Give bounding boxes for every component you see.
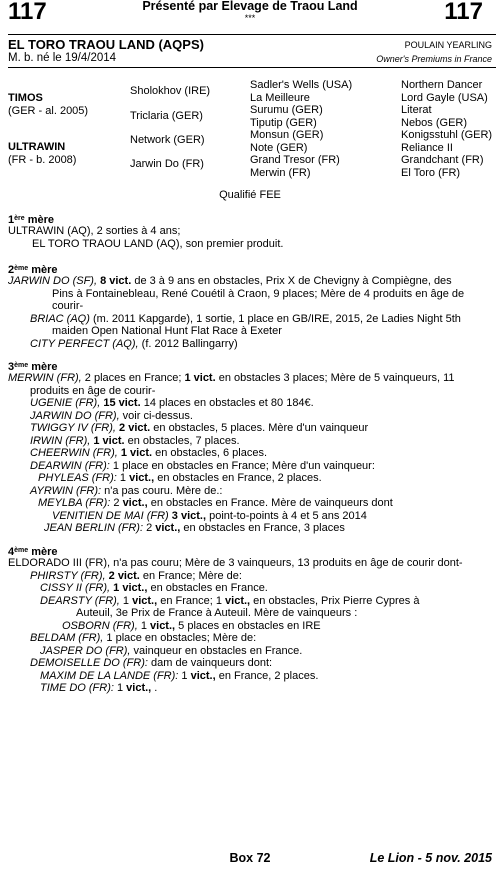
grandparent: Sholokhov (IRE) <box>130 85 211 97</box>
great-grandparent: Surumu (GER) <box>250 104 323 116</box>
great-grandparent: Monsun (GER) <box>250 129 324 141</box>
box-number: Box 72 <box>229 851 271 865</box>
first-dam-block: ULTRAWIN (AQ), 2 sorties à 4 ans; EL TORO TRAOU LAND (AQ), son premier produit. <box>8 225 284 250</box>
divider <box>8 67 496 68</box>
section-heading-2: 2ème mère <box>8 264 58 276</box>
ancestor: Lord Gayle (USA) <box>401 91 488 104</box>
birth-info: M. b. né le 19/4/2014 <box>8 52 117 64</box>
ancestor: El Toro (FR) <box>401 166 461 179</box>
sale-place-date: Le Lion - 5 nov. 2015 <box>369 851 492 865</box>
presenter: Présenté par Elevage de Traou Land <box>142 0 358 13</box>
dam-detail: (FR - b. 2008) <box>8 153 77 166</box>
premiums: Owner's Premiums in France <box>376 54 492 64</box>
pedigree-sire <box>8 92 88 117</box>
great-grandparent: Grand Tresor (FR) <box>250 154 340 166</box>
ancestor: Northern Dancer <box>401 79 483 91</box>
great-grandparent: Merwin (FR) <box>250 166 311 179</box>
great-grandparent: La Meilleure <box>250 91 310 104</box>
divider <box>8 34 496 35</box>
third-dam-block: MERWIN (FR), 2 places en France; 1 vict. en obstacles 3 places; Mère de 5 vainqueurs, 11 produits en âge de courir- UGENIE (FR), 15 vict. 14 places en obstacles et 80 184€. JARWIN DO (FR), voir ci-dessus. TWIGGY IV (FR), 2 vict. en obstacles, 5 places. Mère d'un vainqueur IRWIN (FR), 1 vict. en obstacles, 7 places. CHEERWIN (FR), 1 vict. en obstacles, 6 places. DEARWIN (FR): 1 place en obstacles en France; Mère d'un vainqueur: PHYLEAS (FR): 1 vict., en obstacles en France, 2 places. AYRWIN (FR): n'a pas couru. Mère de.: MEYLBA (FR): 2 vict., en obstacles en France. Mère de vainqueurs dont VENITIEN DE MAI (FR) 3 vict., point-to-points à 4 et 5 ans 2014 JEAN BERLIN (FR): 2 vict., en obstacles en France, 3 places <box>8 372 455 534</box>
pedigree-gen4 <box>401 79 492 179</box>
great-grandparent: Sadler's Wells (USA) <box>250 79 353 91</box>
stars: *** <box>244 13 256 23</box>
qualification: Qualifié FEE <box>219 189 281 201</box>
horse-name: EL TORO TRAOU LAND (AQPS) <box>8 37 204 52</box>
great-grandparent: Note (GER) <box>250 141 308 154</box>
ancestor: Nebos (GER) <box>401 116 468 129</box>
dam-name: ULTRAWIN <box>8 141 66 153</box>
lot-number-right: 117 <box>444 0 483 25</box>
pedigree-dam <box>8 141 76 166</box>
ancestor: Grandchant (FR) <box>401 154 484 166</box>
great-grandparent: Tiputip (GER) <box>250 116 317 129</box>
section-heading-4: 4ème mère <box>8 546 58 558</box>
horse-type: POULAIN YEARLING <box>404 40 492 50</box>
ancestor: Literat <box>401 104 432 116</box>
second-dam-block: JARWIN DO (SF), 8 vict. de 3 à 9 ans en obstacles, Prix X de Chevigny à Compiègne, des Pins à Fontainebleau, René Couétil à Craon, 9 places; Mère de 4 produits en âge de courir- BRIAC (AQ) (m. 2011 Kapgarde), 1 sortie, 1 place en GB/IRE, 2015, 2e Ladies Night 5th maiden Open National Hunt Flat Race à Exeter CITY PERFECT (AQ), (f. 2012 Ballingarry) <box>8 275 465 350</box>
grandparent: Triclaria (GER) <box>130 110 203 122</box>
grandparent: Network (GER) <box>130 134 205 146</box>
pedigree-gen3 <box>250 79 352 179</box>
ancestor: Konigsstuhl (GER) <box>401 129 493 141</box>
grandparent: Jarwin Do (FR) <box>130 158 204 170</box>
fourth-dam-block: ELDORADO III (FR), n'a pas couru; Mère de 3 vainqueurs, 13 produits en âge de courir dont- PHIRSTY (FR), 2 vict. en France; Mère de: CISSY II (FR), 1 vict., en obstacles en France. DEARSTY (FR), 1 vict., en France; 1 vict., en obstacles, Prix Pierre Cypres à Auteuil, 3e Prix de France à Auteuil. Mère de vainqueurs : OSBORN (FR), 1 vict., 5 places en obstacles en IRE BELDAM (FR), 1 place en obstacles; Mère de: JASPER DO (FR), vainqueur en obstacles en France. DEMOISELLE DO (FR): dam de vainqueurs dont: MAXIM DE LA LANDE (FR): 1 vict., en France, 2 places. TIME DO (FR): 1 vict., . <box>8 557 463 694</box>
section-heading-3: 3ème mère <box>8 361 58 373</box>
sire-detail: (GER - al. 2005) <box>8 104 89 117</box>
ancestor: Reliance II <box>401 141 453 154</box>
lot-number-left: 117 <box>8 0 47 25</box>
sire-name: TIMOS <box>8 92 43 104</box>
section-heading-1: 1ère mère <box>8 214 54 226</box>
